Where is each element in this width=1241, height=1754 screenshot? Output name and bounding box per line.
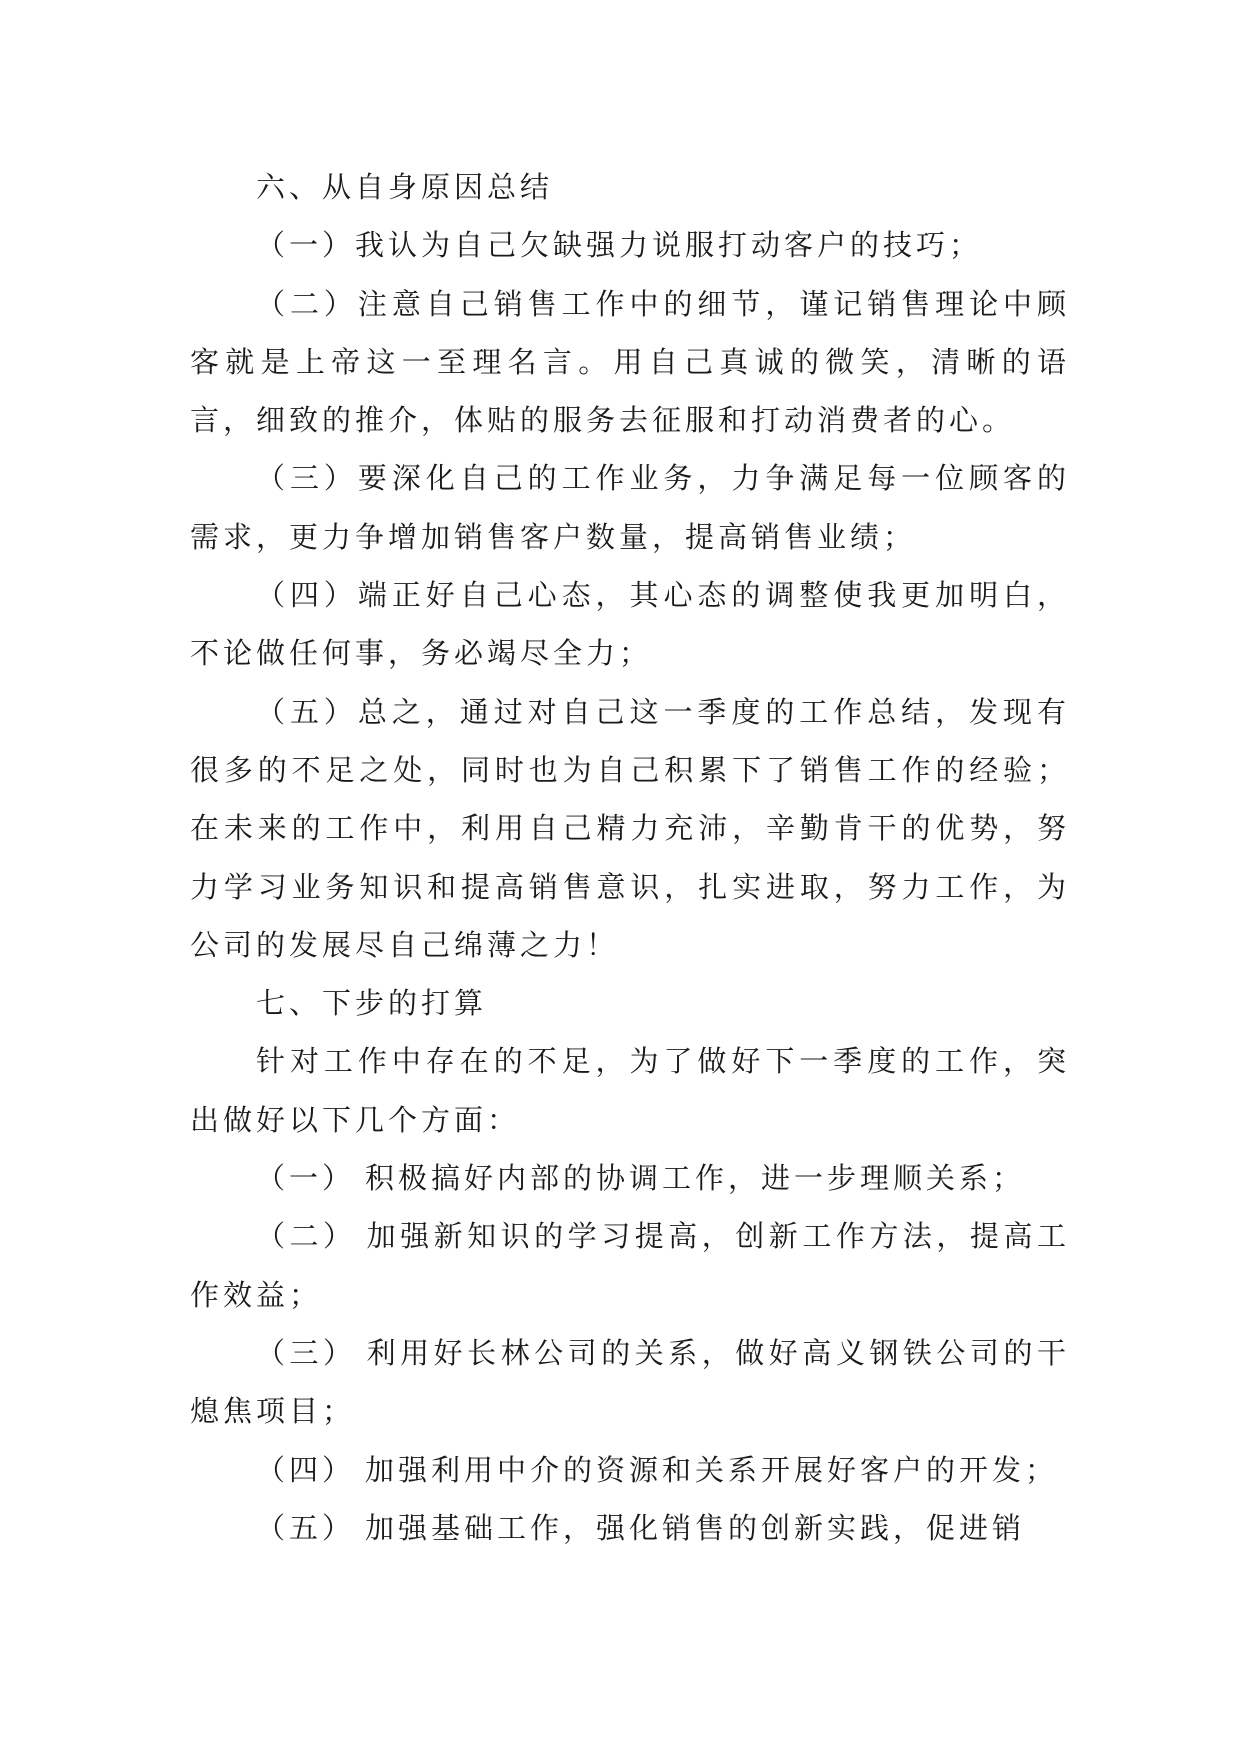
list-item-label: （二） (256, 1219, 357, 1254)
paragraph-text: 六、从自身原因总结 (256, 170, 554, 204)
paragraph-text: （三）要深化自己的工作业务，力争满足每一位顾客的需求，更力争增加销售客户数量，提高销售业绩； (190, 461, 1070, 554)
list-item-2 (190, 1207, 1070, 1324)
section-heading-seven (190, 974, 1070, 1032)
list-item-5 (190, 1499, 1070, 1557)
list-item-label: （四） (256, 1452, 356, 1487)
paragraph-1 (190, 216, 1070, 274)
paragraph-text: （二）注意自己销售工作中的细节，谨记销售理论中顾客就是上帝这一至理名言。用自己真诚的微笑，清晰的语言，细致的推介，体贴的服务去征服和打动消费者的心。 (190, 286, 1070, 438)
paragraph-text: 加强新知识的学习提高，创新工作方法，提高工作效益； (190, 1219, 1070, 1312)
list-item-4 (190, 1441, 1070, 1499)
section-heading-six (190, 158, 1070, 216)
paragraph-text: 积极搞好内部的协调工作，进一步理顺关系； (365, 1161, 1026, 1196)
paragraph-text: 针对工作中存在的不足，为了做好下一季度的工作，突出做好以下几个方面： (190, 1044, 1070, 1137)
paragraph-7 (190, 1032, 1070, 1149)
paragraph-5 (190, 683, 1070, 974)
list-item-label: （五） (256, 1510, 356, 1545)
paragraph-text: （一）我认为自己欠缺强力说服打动客户的技巧； (256, 228, 983, 263)
paragraph-text: 利用好长林公司的关系，做好高义钢铁公司的干熄焦项目； (190, 1335, 1070, 1429)
paragraph-4 (190, 566, 1070, 683)
list-item-label: （一） (256, 1161, 356, 1196)
paragraph-text: 加强基础工作，强化销售的创新实践，促进销 (365, 1510, 1026, 1545)
list-item-3 (190, 1324, 1070, 1441)
list-item-1 (190, 1149, 1070, 1207)
paragraph-text: （四）端正好自己心态，其心态的调整使我更加明白，不论做任何事，务必竭尽全力； (190, 578, 1070, 671)
paragraph-3 (190, 449, 1070, 566)
document-body (190, 158, 1070, 1557)
paragraph-text: 加强利用中介的资源和关系开展好客户的开发； (365, 1452, 1059, 1487)
paragraph-text: （五）总之，通过对自己这一季度的工作总结，发现有很多的不足之处，同时也为自己积累下了销售工作的经验；在未来的工作中，利用自己精力充沛，辛勤肯干的优势，努力学习业务知识和提高销售意识，扎实进取，努力工作，为公司的发展尽自己绵薄之力！ (190, 694, 1070, 962)
list-item-label: （三） (256, 1335, 357, 1370)
paragraph-2 (190, 275, 1070, 450)
paragraph-text: 七、下步的打算 (256, 986, 488, 1021)
